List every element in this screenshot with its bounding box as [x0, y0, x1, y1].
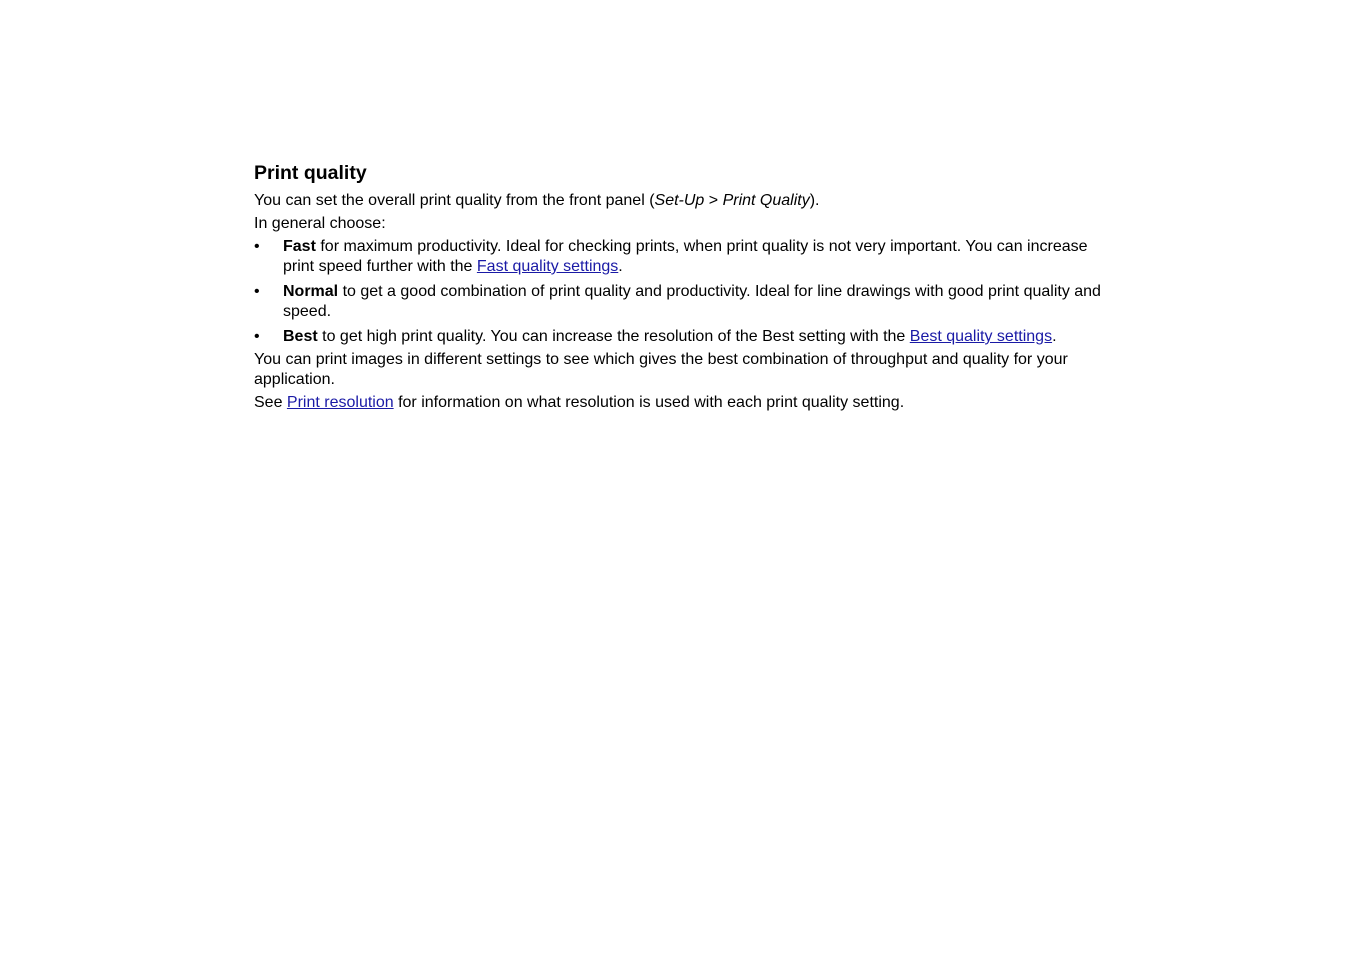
intro-paragraph — [254, 191, 1104, 211]
see-paragraph — [254, 393, 1104, 413]
page-title: Print quality — [254, 162, 367, 184]
bullet-icon: • — [254, 283, 260, 300]
see-text-end: for information on what resolution is used with each print quality setting. — [393, 394, 905, 411]
intro-text-end: ). — [809, 192, 820, 209]
bullet-icon: • — [254, 328, 260, 345]
fast-quality-settings-link[interactable]: Fast quality settings — [476, 258, 619, 275]
best-description-end: . — [1052, 328, 1057, 345]
list-item-normal — [254, 282, 1104, 322]
fast-description: for maximum productivity. Ideal for checking prints, when print quality is not very important. You can increase print speed further with the — [283, 238, 1088, 275]
term-fast: Fast — [283, 238, 316, 255]
choose-paragraph: In general choose: — [254, 215, 386, 232]
menu-path-separator: > — [704, 192, 723, 209]
quality-options-list — [254, 237, 1104, 347]
intro-text: You can set the overall print quality from the front panel ( — [254, 192, 655, 209]
normal-description: to get a good combination of print quality and productivity. Ideal for line drawings with good print quality and speed. — [283, 283, 1101, 320]
document-body — [254, 161, 1104, 416]
list-item-best — [254, 327, 1104, 347]
term-best: Best — [283, 328, 318, 345]
fast-description-end: . — [618, 258, 623, 275]
bullet-icon: • — [254, 238, 260, 255]
see-text: See — [254, 394, 287, 411]
best-description: to get high print quality. You can increase the resolution of the Best setting with the — [317, 328, 910, 345]
menu-path-setup: Set-Up — [654, 192, 705, 209]
best-quality-settings-link[interactable]: Best quality settings — [909, 328, 1053, 345]
list-item-fast — [254, 237, 1104, 277]
print-resolution-link[interactable]: Print resolution — [286, 394, 394, 411]
term-normal: Normal — [283, 283, 339, 300]
menu-path-print-quality: Print Quality — [722, 192, 810, 209]
images-note-paragraph: You can print images in different settings to see which gives the best combination of throughput and quality for your application. — [254, 351, 1068, 388]
